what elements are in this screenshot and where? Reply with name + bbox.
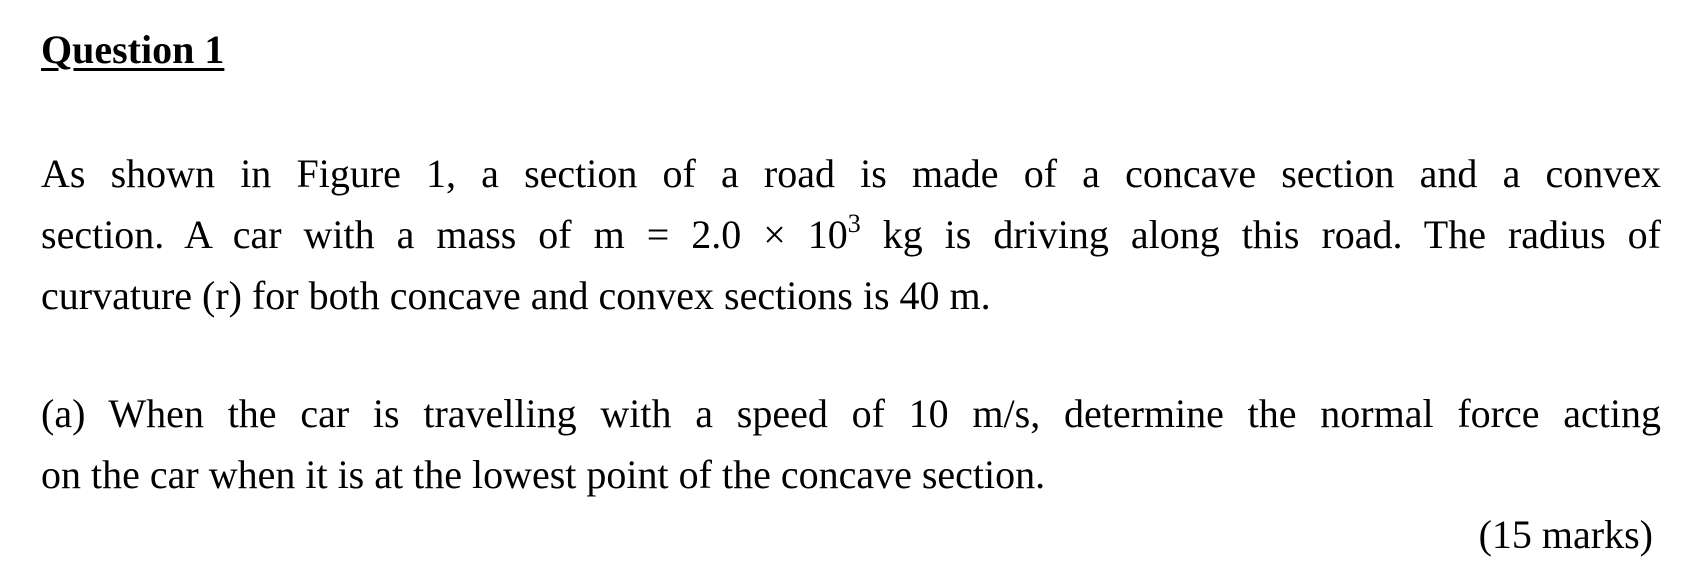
exponent: 3 xyxy=(847,208,861,238)
marks-label: (15 marks) xyxy=(1478,512,1653,557)
question-heading: Question 1 xyxy=(41,27,225,72)
intro-line-1: As shown in Figure 1, a section of a road is made of a concave section and a convex xyxy=(41,151,1661,196)
intro-line-2-end: kg is driving along this road. The radius of xyxy=(860,212,1661,257)
intro-line-3: curvature (r) for both concave and convex sections is 40 m. xyxy=(41,273,991,318)
intro-line-2-start: section. A car with a mass of m = 2.0 × 10 xyxy=(41,212,848,257)
question-intro xyxy=(41,143,1661,326)
part-a-line-1: (a) When the car is travelling with a speed of 10 m/s, determine the normal force acting xyxy=(41,391,1661,436)
intro-line-2 xyxy=(41,204,1661,265)
question-part-a xyxy=(41,383,1661,505)
part-a-line-2: on the car when it is at the lowest point of the concave section. xyxy=(41,452,1046,497)
